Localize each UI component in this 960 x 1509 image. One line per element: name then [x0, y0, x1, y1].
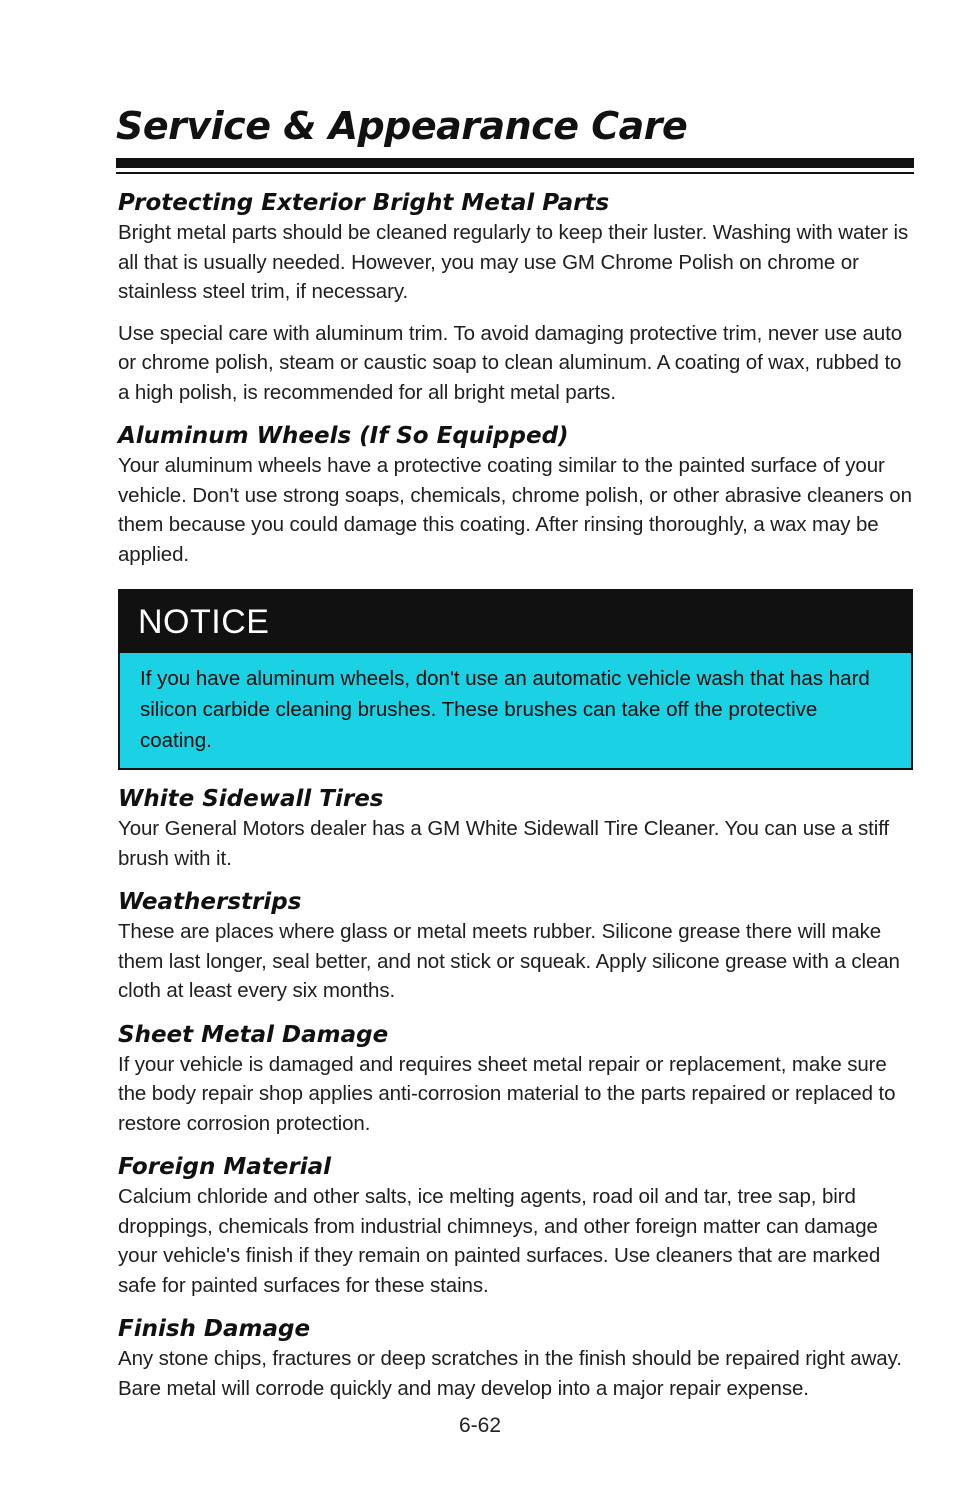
page-content [118, 188, 913, 1417]
section-paragraph: Your aluminum wheels have a protective coating similar to the painted surface of your vehicle. Don't use strong soaps, chemicals, chrome polish, or other abrasive cleaners on them because you could damage this coating. After rinsing thoroughly, a wax may be applied. [118, 454, 912, 566]
header-rule-thin [116, 172, 914, 174]
section-heading: Finish Damage [118, 1316, 311, 1342]
section-heading: White Sidewall Tires [118, 786, 384, 812]
page-number: 6-62 [458, 1414, 502, 1437]
section-heading: Weatherstrips [118, 889, 302, 915]
page-title: Service & Appearance Care [116, 104, 688, 148]
section-white-sidewall [118, 784, 913, 873]
section-aluminum-wheels [118, 421, 913, 569]
section-weatherstrips [118, 887, 913, 1006]
notice-title: NOTICE [120, 591, 911, 653]
section-heading: Protecting Exterior Bright Metal Parts [118, 190, 610, 216]
section-bright-metal [118, 188, 913, 407]
section-paragraph: If your vehicle is damaged and requires sheet metal repair or replacement, make sure the body repair shop applies anti-corrosion material to the parts repaired or replaced to restore corrosion protection. [118, 1052, 896, 1135]
section-paragraph: Calcium chloride and other salts, ice melting agents, road oil and tar, tree sap, bird droppings, chemicals from industrial chimneys, and other foreign matter can damage your vehicle's finish if they remain on painted surfaces. Use cleaners that are marked safe for painted surfaces for these stains. [118, 1185, 881, 1297]
notice-text: If you have aluminum wheels, don't use an automatic vehicle wash that has hard silicon carbide cleaning brushes. These brushes can take off the protective coating. [120, 653, 911, 768]
notice-box [118, 589, 913, 770]
section-heading: Sheet Metal Damage [118, 1021, 389, 1048]
section-paragraph: Any stone chips, fractures or deep scratches in the finish should be repaired right away. Bare metal will corrode quickly and may develop into a major repair expense. [118, 1347, 902, 1400]
section-paragraph: Use special care with aluminum trim. To avoid damaging protective trim, never use auto or chrome polish, steam or caustic soap to clean aluminum. A coating of wax, rubbed to a high polish, is recommended for all bright metal parts. [118, 321, 903, 404]
section-foreign-material [118, 1152, 913, 1300]
section-heading: Foreign Material [118, 1154, 332, 1180]
header-rule-thick [116, 158, 914, 168]
section-paragraph: Your General Motors dealer has a GM White Sidewall Tire Cleaner. You can use a stiff brush with it. [118, 817, 890, 870]
section-sheet-metal [118, 1020, 913, 1139]
section-paragraph: Bright metal parts should be cleaned regularly to keep their luster. Washing with water is all that is usually needed. However, you may use GM Chrome Polish on chrome or stainless steel trim, if necessary. [118, 221, 909, 303]
section-finish-damage [118, 1314, 913, 1403]
section-paragraph: These are places where glass or metal meets rubber. Silicone grease there will make them last longer, seal better, and not stick or squeak. Apply silicone grease with a clean cloth at least every six months. [118, 920, 900, 1002]
section-heading: Aluminum Wheels (If So Equipped) [118, 423, 569, 449]
